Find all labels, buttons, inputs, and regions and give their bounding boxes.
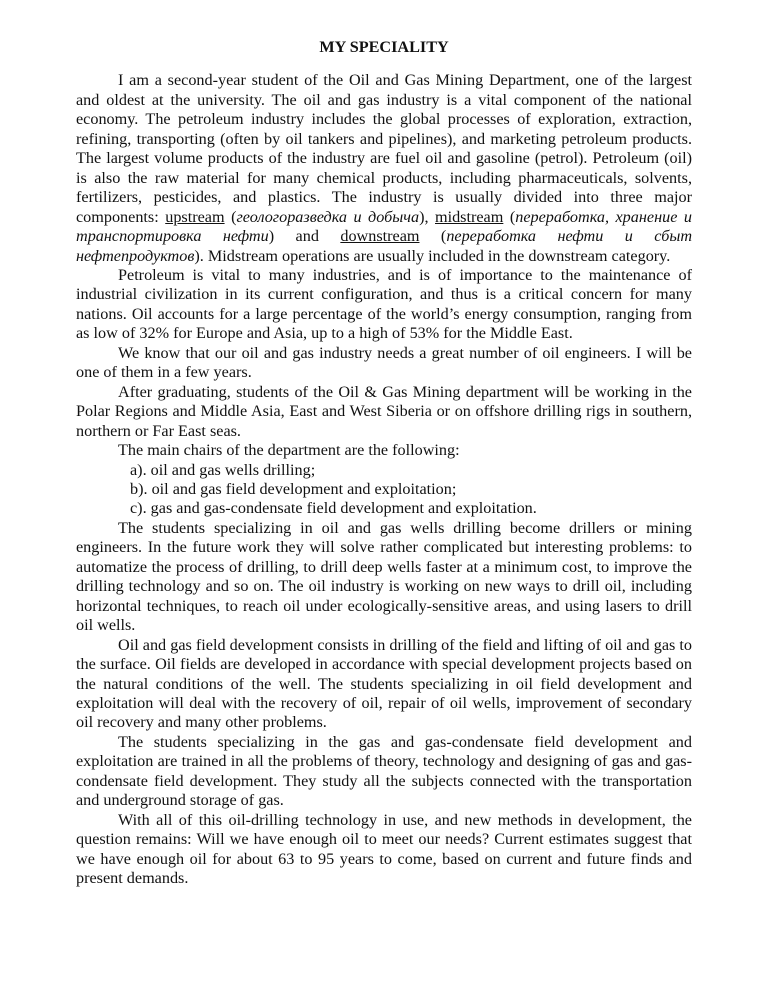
document-title: MY SPECIALITY bbox=[319, 38, 449, 56]
paragraph-drilling: The students specializing in oil and gas wells drilling become drillers or mining engineers. In the future work they will solve rather complicated but interesting problems: to automatize the process of drilling, to drill deep wells faster at a minimum cost, to improve the drilling technology and so on. The oil industry is working on new ways to drill oil, including horizontal techniques, to reach oil under ecologically-sensitive areas, and using lasers to drill oil wells. bbox=[76, 518, 692, 635]
paragraph-graduating: After graduating, students of the Oil & Gas Mining department will be working in the Polar Regions and Middle Asia, East and West Siberia or on offshore drilling rigs in southern, northern or Far East seas. bbox=[76, 382, 692, 440]
chairs-list-item: c). gas and gas-condensate field development and exploitation. bbox=[130, 499, 537, 518]
term-midstream: midstream bbox=[435, 207, 504, 226]
intro-text: I am a second-year student of the Oil and Gas Mining Department, one of the largest and oldest at the university. The oil and gas industry is a vital component of the national economy. The petroleum industry includes the global processes of exploration, extraction, refining, transporting (often by oil tankers and pipelines), and marketing petroleum products. The largest volume products of the industry are fuel oil and gasoline (petrol). Petroleum (oil) is also the raw material for many chemical products, including pharmaceuticals, solvents, fertilizers, pesticides, and plastics. The industry is usually divided into three major components: bbox=[76, 71, 692, 226]
document-page bbox=[76, 38, 692, 888]
chairs-list-item: b). oil and gas field development and exploitation; bbox=[130, 479, 457, 498]
paragraph-field-development: Oil and gas field development consists in drilling of the field and lifting of oil and gas to the surface. Oil fields are developed in accordance with special development projects based on the natural conditions of the well. The students specializing in oil field development and exploitation will deal with the recovery of oil, repair of oil wells, improvement of secondary oil recovery and many other problems. bbox=[76, 635, 692, 732]
paragraph-gas-condensate: The students specializing in the gas and gas-condensate field development and exploitation are trained in all the problems of theory, technology and designing of gas and gas-condensate field development. They study all the subjects connected with the transportation and underground storage of gas. bbox=[76, 732, 692, 810]
term-midstream-translation: переработка, хранение и транспортировка нефти bbox=[76, 207, 692, 246]
paragraph-conclusion: With all of this oil-drilling technology in use, and new methods in development, the question remains: Will we have enough oil to meet our needs? Current estimates suggest that we have enough oil for about 63 to 95 years to come, based on current and future finds and present demands. bbox=[76, 810, 692, 888]
chairs-list bbox=[76, 461, 692, 519]
term-downstream-translation: переработка нефти и сбыт нефтепродуктов bbox=[76, 227, 693, 265]
paragraph-petroleum: Petroleum is vital to many industries, and is of importance to the maintenance of industrial civilization in its current configuration, and thus is a critical concern for many nations. Oil accounts for a large percentage of the world’s energy consumption, ranging from as low of 32% for Europe and Asia, up to a high of 53% for the Middle East. bbox=[76, 265, 692, 343]
term-upstream: upstream bbox=[165, 207, 225, 226]
paragraph-engineers: We know that our oil and gas industry needs a great number of oil engineers. I will be one of them in a few years. bbox=[76, 343, 692, 382]
term-upstream-translation: геологоразведка и добыча bbox=[236, 207, 420, 226]
term-downstream: downstream bbox=[340, 227, 420, 246]
paragraph-intro: I am a second-year student of the Oil and Gas Mining Department, one of the largest and oldest at the university. The oil and gas industry is a vital component of the national economy. The petroleum industry includes the global processes of exploration, extraction, refining, transporting (often by oil tankers and pipelines), and marketing petroleum products. The largest volume products of the industry are fuel oil and gasoline (petrol). Petroleum (oil) is also the raw material for many chemical products, including pharmaceuticals, solvents, fertilizers, pesticides, and plastics. The industry is usually divided into three major components: upstream (геологоразведка и добыча), midstream (переработка, хранение и транспортировка нефти) and downstream (переработка нефти и сбыт нефтепродуктов). Midstream operations are usually included in the downstream category. bbox=[76, 71, 693, 265]
intro-text-end: . Midstream operations are usually included in the downstream category. bbox=[199, 246, 671, 265]
chairs-list-item: a). oil and gas wells drilling; bbox=[130, 460, 316, 479]
paragraph-chairs-intro: The main chairs of the department are the following: bbox=[118, 441, 460, 460]
